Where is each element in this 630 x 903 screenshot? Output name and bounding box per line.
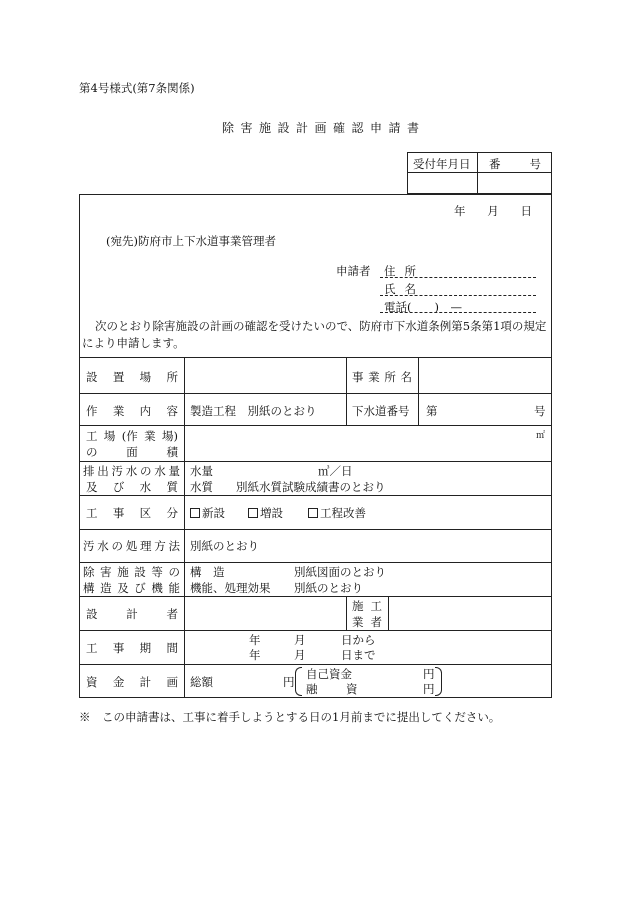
period-to-day: 日まで — [341, 648, 376, 662]
period-from-day: 日から — [341, 633, 376, 647]
period-from-year: 年 — [249, 633, 261, 647]
right-bracket — [435, 667, 442, 696]
area-field[interactable] — [185, 426, 530, 460]
addressee: (宛先)防府市上下水道事業管理者 — [106, 234, 276, 248]
work-content-value: 製造工程 別紙のとおり — [190, 404, 317, 418]
area-label-1: 工 場 (作 業 場) — [86, 429, 178, 443]
work-type-new[interactable]: 新設 — [190, 505, 225, 521]
contractor-label-1: 施 工 — [352, 599, 382, 613]
discharge-label-1: 排 出 汚 水 の 水 量 — [83, 464, 180, 478]
phone-line[interactable] — [380, 312, 536, 313]
function-label: 機能、処理効果 — [190, 581, 271, 595]
structure-value: 別紙図面のとおり — [294, 565, 386, 579]
period-from-month: 月 — [294, 633, 306, 647]
structure-label: 構 造 — [190, 565, 225, 579]
loan-label-1: 融 — [306, 682, 318, 696]
work-type-expansion[interactable]: 増設 — [248, 505, 283, 521]
volume-unit: ㎥／日 — [318, 464, 353, 478]
total-yen: 円 — [283, 675, 295, 689]
area-unit: ㎡ — [536, 431, 546, 441]
address-label: 住所 — [384, 264, 425, 278]
application-date: 年 月 日 — [454, 204, 532, 218]
applicant-label: 申請者 — [336, 264, 371, 278]
work-content-label: 作 業 内 容 — [86, 404, 178, 418]
checkbox-icon[interactable] — [308, 508, 318, 518]
period-to-year: 年 — [249, 648, 261, 662]
location-label: 設 置 場 所 — [86, 370, 178, 384]
treatment-value: 別紙のとおり — [190, 539, 259, 553]
funding-label: 資 金 計 画 — [86, 675, 178, 689]
sewer-number-label: 下水道番号 — [352, 404, 410, 418]
form-number: 第4号様式(第7条関係) — [79, 81, 195, 95]
function-value: 別紙のとおり — [294, 581, 363, 595]
office-name-field[interactable] — [419, 358, 551, 392]
sewer-number-suffix: 号 — [534, 404, 546, 418]
facility-label-2: 構 造 及 び 機 能 — [83, 581, 180, 595]
location-field[interactable] — [185, 358, 345, 392]
name-label: 氏名 — [384, 282, 425, 296]
receipt-number-label: 番 号 — [489, 157, 541, 171]
loan-label-2: 資 — [346, 682, 358, 696]
office-name-label: 事 業 所 名 — [352, 370, 412, 384]
phone-label: 電話( ) — — [384, 300, 462, 314]
designer-label: 設 計 者 — [86, 607, 178, 621]
name-line[interactable] — [380, 295, 536, 296]
checkbox-icon[interactable] — [190, 508, 200, 518]
work-type-label: 工 事 区 分 — [86, 506, 178, 520]
own-funds-label: 自己資金 — [306, 667, 352, 681]
intro-text-line-2: により申請します。 — [82, 336, 185, 350]
period-to-month: 月 — [294, 648, 306, 662]
own-funds-yen: 円 — [423, 667, 435, 681]
footnote: ※ この申請書は、工事に着手しようとする日の1月前までに提出してください。 — [79, 710, 501, 724]
contractor-label-2: 業 者 — [352, 615, 382, 629]
address-line[interactable] — [380, 277, 536, 278]
water-volume-label: 水量 — [190, 464, 213, 478]
intro-text-line-1: 次のとおり除害施設の計画の確認を受けたいので、防府市下水道条例第5条第1項の規定 — [95, 319, 547, 333]
period-label: 工 事 期 間 — [86, 641, 178, 655]
total-label: 総額 — [190, 675, 213, 689]
area-label-2: の 面 積 — [86, 445, 178, 459]
water-quality: 水質 別紙水質試験成績書のとおり — [190, 480, 386, 494]
designer-field[interactable] — [185, 597, 345, 629]
receipt-date-label: 受付年月日 — [413, 157, 471, 171]
treatment-label: 汚 水 の 処 理 方 法 — [83, 539, 180, 553]
contractor-field[interactable] — [389, 597, 551, 629]
work-type-improvement[interactable]: 工程改善 — [308, 505, 366, 521]
sewer-number-prefix: 第 — [426, 404, 438, 418]
left-bracket — [295, 667, 302, 696]
facility-label-1: 除 害 施 設 等 の — [83, 565, 180, 579]
discharge-label-2: 及 び 水 質 — [86, 480, 178, 494]
form-title: 除害施設計画確認申請書 — [222, 121, 426, 135]
loan-yen: 円 — [423, 682, 435, 696]
checkbox-icon[interactable] — [248, 508, 258, 518]
